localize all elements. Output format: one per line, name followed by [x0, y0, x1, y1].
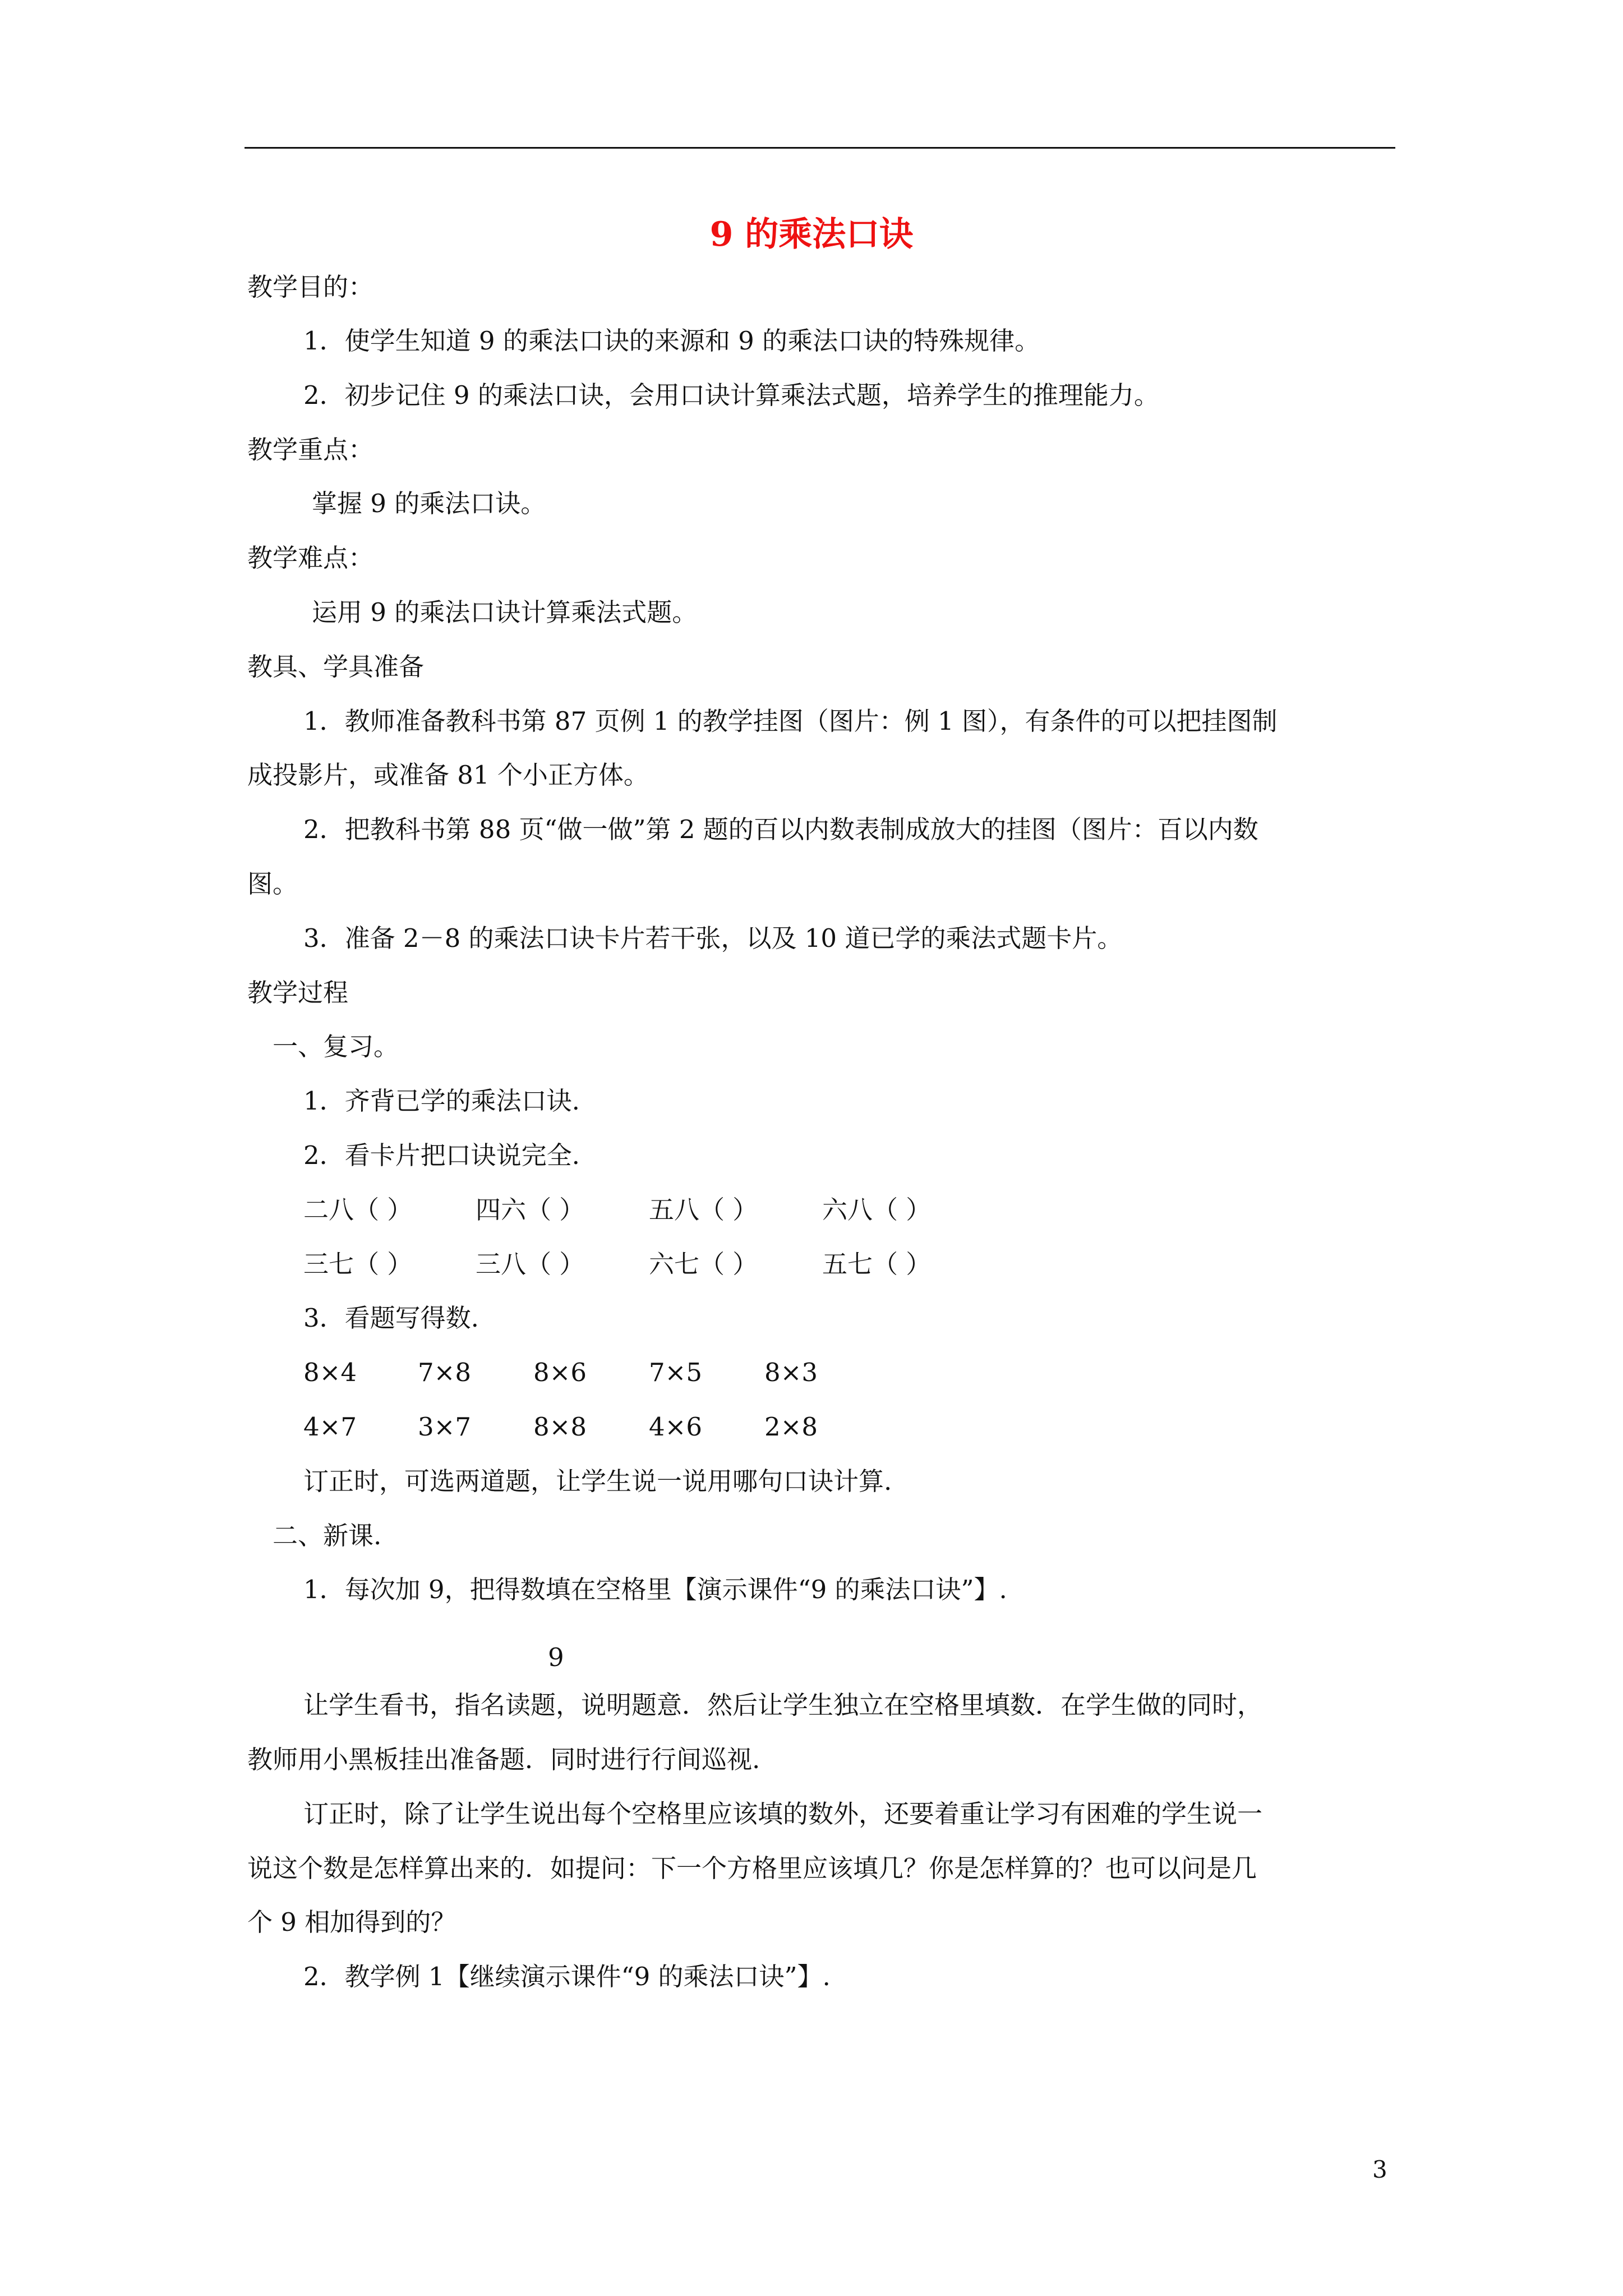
calc-row2-col1: 4×7 — [303, 1412, 357, 1442]
calc-row2-col2: 3×7 — [418, 1412, 471, 1442]
page-title: 9 的乘法口诀 — [709, 215, 914, 254]
review-heading: 一、复习。 — [273, 1032, 399, 1061]
calc-row1-col2: 7×8 — [418, 1358, 471, 1387]
new-item-1-para-line-1: 让学生看书，指名读题，说明题意．然后让学生独立在空格里填数．在学生做的同时， — [303, 1690, 1263, 1720]
new-item-1-para-line-2: 教师用小黑板挂出准备题．同时进行行间巡视. — [247, 1745, 760, 1774]
process-heading: 教学过程 — [247, 978, 349, 1007]
review-item-3: 3．看题写得数. — [303, 1303, 479, 1333]
review-correction: 订正时，可选两道题，让学生说一说用哪句口诀计算. — [303, 1466, 892, 1496]
difficulty-text: 运用 9 的乘法口诀计算乘法式题。 — [312, 597, 698, 627]
tool-2-line-2: 图。 — [247, 869, 298, 899]
new-item-1-para2-line-3: 个 9 相加得到的？ — [247, 1907, 457, 1937]
card-row2-col4: 五七（ ） — [822, 1249, 932, 1279]
card-row2-col2: 三八（ ） — [476, 1249, 585, 1279]
new-item-2: 2．教学例 1【继续演示课件“9 的乘法口诀”】. — [303, 1962, 831, 1991]
card-row1-col4: 六八（ ） — [822, 1195, 932, 1225]
goals-heading: 教学目的： — [247, 272, 374, 302]
review-item-1: 1．齐背已学的乘法口诀. — [303, 1086, 580, 1116]
goal-1: 1．使学生知道 9 的乘法口诀的来源和 9 的乘法口诀的特殊规律。 — [303, 326, 1040, 356]
calc-row2-col4: 4×6 — [649, 1412, 702, 1442]
card-row2-col1: 三七（ ） — [303, 1249, 413, 1279]
card-row1-col2: 四六（ ） — [476, 1195, 585, 1225]
header-rule — [245, 147, 1395, 149]
key-text: 掌握 9 的乘法口诀。 — [312, 489, 546, 518]
review-item-2: 2．看卡片把口诀说完全. — [303, 1140, 580, 1170]
tool-2-line-1: 2．把教科书第 88 页“做一做”第 2 题的百以内数表制成放大的挂图（图片：百以内数 — [303, 815, 1258, 844]
calc-row2-col3: 8×8 — [533, 1412, 587, 1442]
goal-2: 2．初步记住 9 的乘法口诀，会用口诀计算乘法式题，培养学生的推理能力。 — [303, 380, 1159, 410]
calc-row2-col5: 2×8 — [764, 1412, 818, 1442]
new-item-1-para2-line-1: 订正时，除了让学生说出每个空格里应该填的数外，还要着重让学习有困难的学生说一 — [303, 1799, 1263, 1829]
calc-row1-col5: 8×3 — [764, 1358, 818, 1387]
new-item-1-para2-line-2: 说这个数是怎样算出来的．如提问：下一个方格里应该填几？你是怎样算的？也可以问是几 — [247, 1853, 1257, 1883]
tools-heading: 教具、学具准备 — [247, 652, 425, 682]
calc-row1-col3: 8×6 — [533, 1358, 587, 1387]
key-heading: 教学重点： — [247, 435, 374, 464]
new-item-1: 1．每次加 9，把得数填在空格里【演示课件“9 的乘法口诀”】. — [303, 1575, 1007, 1604]
card-row1-col1: 二八（ ） — [303, 1195, 413, 1225]
tool-1-line-1: 1．教师准备教科书第 87 页例 1 的教学挂图（图片：例 1 图），有条件的可以把挂图制 — [303, 706, 1278, 736]
tool-3: 3．准备 2－8 的乘法口诀卡片若干张，以及 10 道已学的乘法式题卡片。 — [303, 923, 1123, 953]
page-number: 3 — [1372, 2156, 1387, 2183]
fill-grid-start-value: 9 — [548, 1642, 564, 1672]
calc-row1-col1: 8×4 — [303, 1358, 357, 1387]
calc-row1-col4: 7×5 — [649, 1358, 702, 1387]
card-row2-col3: 六七（ ） — [649, 1249, 758, 1279]
new-lesson-heading: 二、新课. — [273, 1521, 382, 1550]
difficulty-heading: 教学难点： — [247, 543, 374, 573]
card-row1-col3: 五八（ ） — [649, 1195, 758, 1225]
tool-1-line-2: 成投影片，或准备 81 个小正方体。 — [247, 760, 649, 790]
